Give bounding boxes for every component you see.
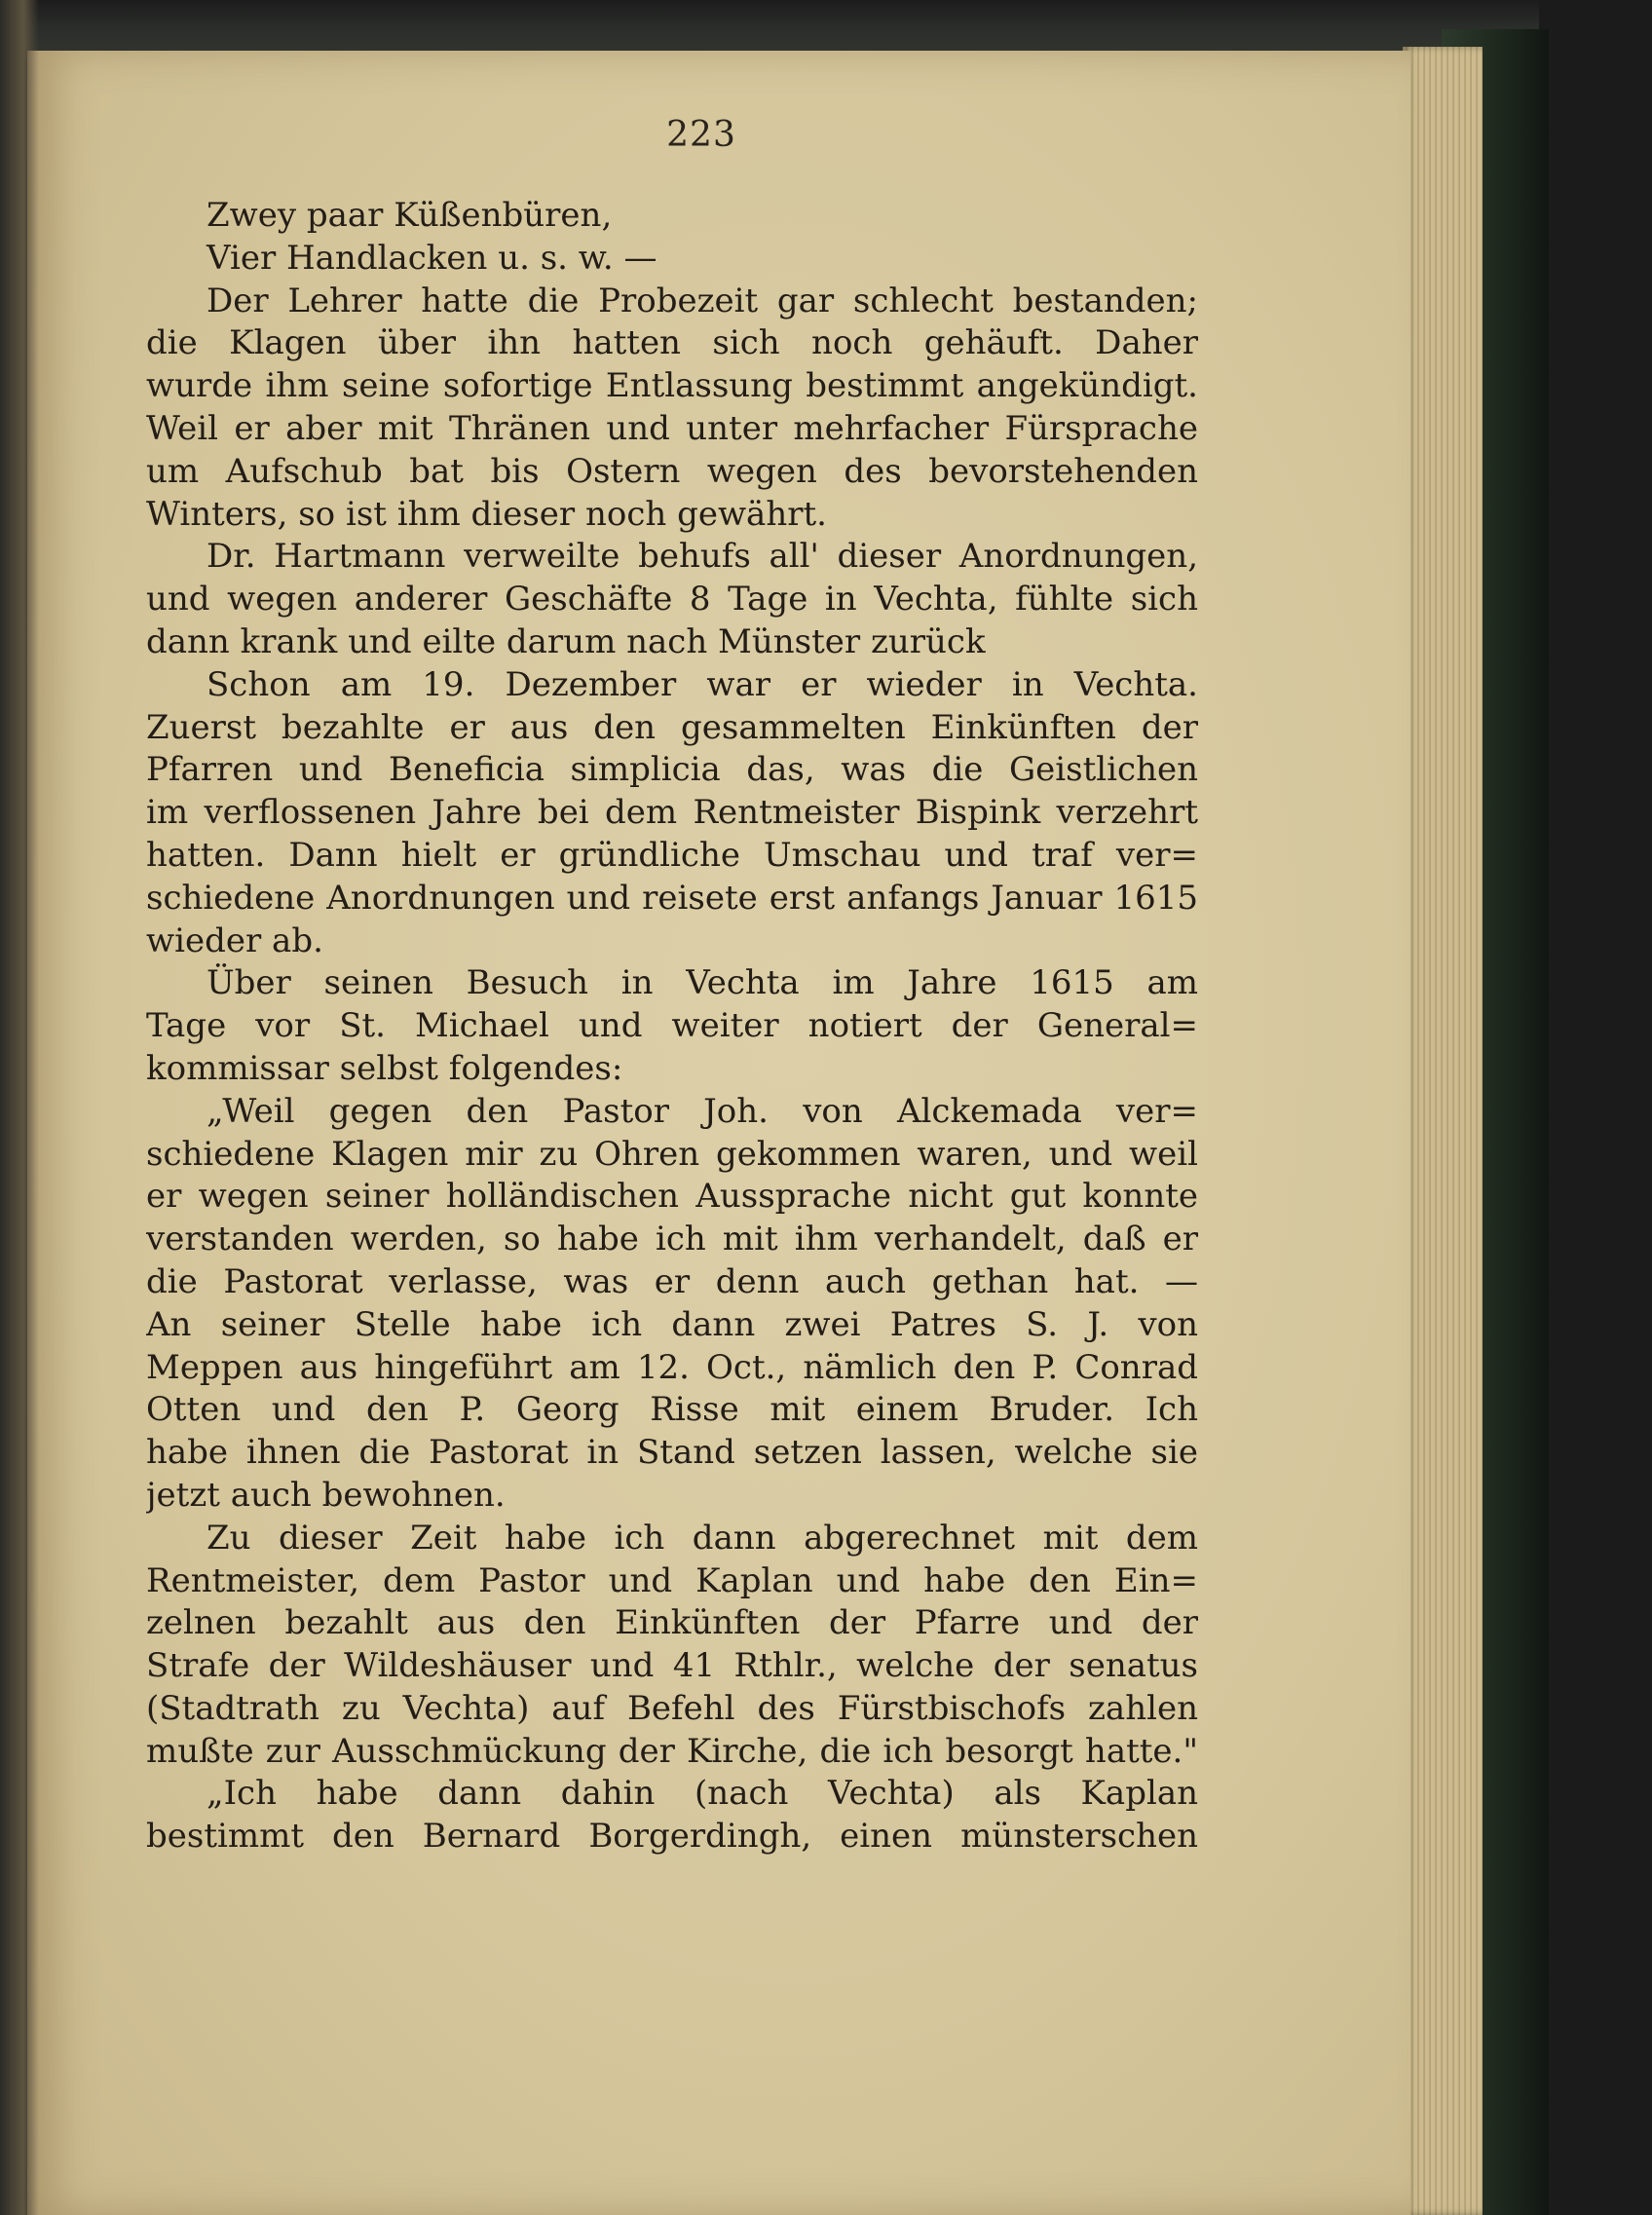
text-line: Zu dieser Zeit habe ich dann abgerechnet mit dem <box>206 1518 1198 1558</box>
text-line: habe ihnen die Pastorat in Stand setzen lassen, welche sie <box>146 1433 1198 1473</box>
text-line: wieder ab. <box>146 920 323 960</box>
text-line: dann krank und eilte darum nach Münster zurück <box>146 621 986 661</box>
text-line: An seiner Stelle habe ich dann zwei Patres S. J. von <box>146 1304 1198 1344</box>
text-line: wurde ihm seine sofortige Entlassung bestimmt angekündigt. <box>146 366 1198 406</box>
text-line: verstanden werden, so habe ich mit ihm verhandelt, daß er <box>146 1220 1198 1259</box>
text-line: Zwey paar Küßenbüren, <box>206 196 613 235</box>
page-gutter <box>0 0 39 2215</box>
text-line: die Klagen über ihn hatten sich noch gehäuft. Daher <box>146 323 1198 363</box>
text-line: Pfarren und Beneficia simplicia das, was die Geistlichen <box>146 750 1198 790</box>
text-line: im verflossenen Jahre bei dem Rentmeister Bispink verzehrt <box>146 793 1198 833</box>
text-line: Schon am 19. Dezember war er wieder in Vechta. <box>206 664 1198 704</box>
text-line: Meppen aus hingeführt am 12. Oct., nämlich den P. Conrad <box>146 1347 1198 1387</box>
text-line: Strafe der Wildeshäuser und 41 Rthlr., welche der senatus <box>146 1646 1198 1686</box>
text-line: Zuerst bezahlte er aus den gesammelten Einkünften der <box>146 707 1198 747</box>
text-line: Der Lehrer hatte die Probezeit gar schlecht bestanden; <box>206 281 1198 320</box>
body-text <box>146 195 1198 1858</box>
text-line: kommissar selbst folgendes: <box>146 1048 623 1088</box>
text-line: Rentmeister, dem Pastor und Kaplan und habe den Ein= <box>146 1560 1198 1600</box>
text-line: bestimmt den Bernard Borgerdingh, einen münsterschen <box>146 1817 1198 1857</box>
text-line: Winters, so ist ihm dieser noch gewährt. <box>146 494 827 534</box>
text-line: zelnen bezahlt aus den Einkünften der Pfarre und der <box>146 1603 1198 1643</box>
text-line: Vier Handlacken u. s. w. — <box>206 238 657 278</box>
text-line: und wegen anderer Geschäfte 8 Tage in Vechta, fühlte sich <box>146 580 1198 619</box>
page-number: 223 <box>666 115 736 155</box>
text-line: schiedene Anordnungen und reisete erst anfangs Januar 1615 <box>146 878 1198 918</box>
text-line: Tage vor St. Michael und weiter notiert der General= <box>146 1006 1198 1046</box>
page-edges <box>1403 47 1483 2215</box>
text-line: (Stadtrath zu Vechta) auf Befehl des Fürstbischofs zahlen <box>146 1688 1198 1728</box>
text-line: jetzt auch bewohnen. <box>146 1475 506 1515</box>
text-line: er wegen seiner holländischen Aussprache nicht gut konnte <box>146 1177 1198 1217</box>
text-line: Über seinen Besuch in Vechta im Jahre 1615 am <box>206 963 1198 1003</box>
text-line: Otten und den P. Georg Risse mit einem Bruder. Ich <box>146 1390 1198 1430</box>
text-line: die Pastorat verlasse, was er denn auch gethan hat. — <box>146 1261 1198 1301</box>
text-line: schiedene Klagen mir zu Ohren gekommen waren, und weil <box>146 1134 1198 1174</box>
text-line: hatten. Dann hielt er gründliche Umschau und traf ver= <box>146 835 1198 875</box>
text-line: mußte zur Ausschmückung der Kirche, die ich besorgt hatte." <box>146 1731 1198 1771</box>
text-line: „Ich habe dann dahin (nach Vechta) als Kaplan <box>206 1774 1198 1814</box>
text-line: Weil er aber mit Thränen und unter mehrfacher Fürsprache <box>146 408 1198 448</box>
text-line: „Weil gegen den Pastor Joh. von Alckemada ver= <box>206 1091 1198 1131</box>
text-line: um Aufschub bat bis Ostern wegen des bevorstehenden <box>146 451 1198 491</box>
text-line: Dr. Hartmann verweilte behufs all' dieser Anordnungen, <box>206 537 1198 577</box>
